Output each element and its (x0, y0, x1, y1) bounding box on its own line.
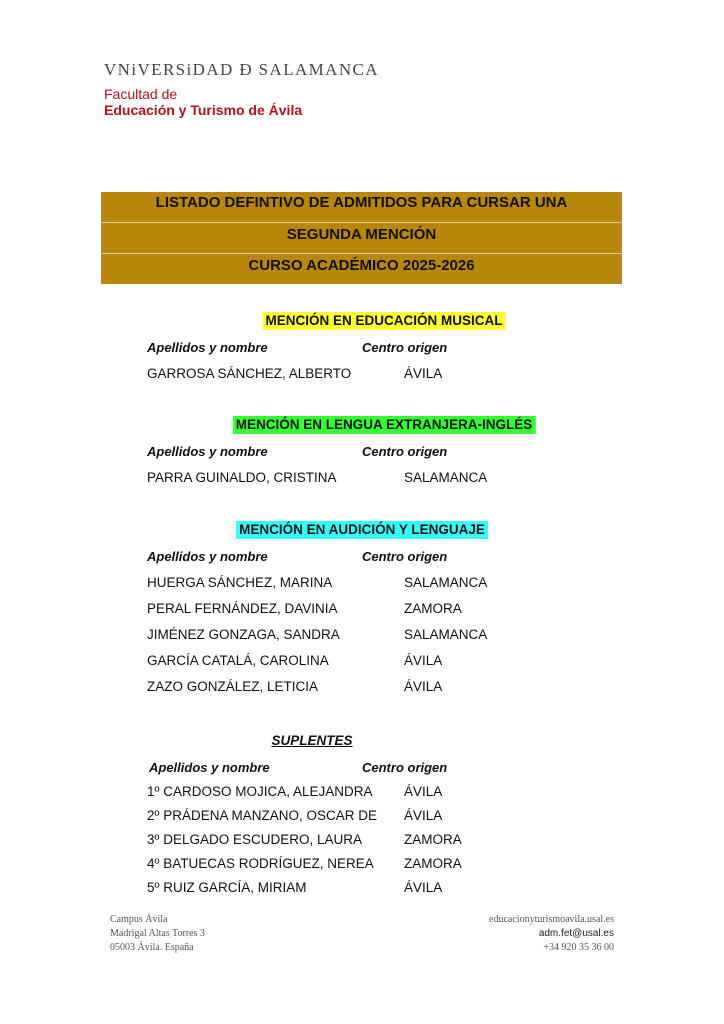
university-logo-text: VNiVERSiDAD Ð SALAMANCA (104, 60, 379, 79)
faculty-name-line2: Educación y Turismo de Ávila (104, 102, 303, 118)
list-item-origin: ÁVILA (404, 880, 443, 895)
title-divider (101, 222, 622, 223)
title-line-1: LISTADO DEFINTIVO DE ADMITIDOS PARA CURSAR UNA (155, 194, 568, 211)
list-item-origin: ÁVILA (404, 679, 443, 694)
footer-email-link[interactable]: adm.fet@usal.es (538, 928, 614, 939)
footer-phone: +34 920 35 36 00 (543, 942, 614, 953)
footer-address-line: 05003 Ávila. España (110, 942, 194, 953)
column-header-origin: Centro origen (362, 340, 448, 355)
list-item-name: PERAL FERNÁNDEZ, DAVINIA (147, 601, 338, 616)
section-heading-ingles: MENCIÓN EN LENGUA EXTRANJERA-INGLÉS (233, 416, 536, 434)
column-header-name: Apellidos y nombre (147, 549, 268, 564)
list-item-origin: SALAMANCA (404, 627, 488, 642)
column-header-origin: Centro origen (362, 760, 448, 775)
list-item-origin: ÁVILA (404, 366, 443, 381)
column-header-origin: Centro origen (362, 444, 448, 459)
list-item-origin: ZAMORA (404, 832, 462, 847)
footer-address-line: Campus Ávila (110, 914, 168, 925)
list-item-name: GARROSA SÁNCHEZ, ALBERTO (147, 366, 352, 381)
title-line-2: SEGUNDA MENCIÓN (286, 226, 437, 243)
list-item-origin: ÁVILA (404, 808, 443, 823)
list-item-name: HUERGA SÁNCHEZ, MARINA (147, 575, 333, 590)
section-heading-audicion: MENCIÓN EN AUDICIÓN Y LENGUAJE (236, 521, 488, 539)
title-divider (101, 253, 622, 254)
footer-address-line: Madrigal Altas Torres 3 (110, 928, 205, 939)
footer-website-link[interactable]: educacionyturismoavila.usal.es (489, 914, 614, 925)
column-header-origin: Centro origen (362, 549, 448, 564)
list-item-origin: ZAMORA (404, 601, 462, 616)
section-heading-musical: MENCIÓN EN EDUCACIÓN MUSICAL (262, 312, 505, 330)
list-item-origin: ÁVILA (404, 784, 443, 799)
list-item-name: 5º RUIZ GARCÍA, MIRIAM (147, 880, 307, 895)
list-item-name: 2º PRÁDENA MANZANO, OSCAR DE (147, 808, 377, 823)
list-item-name: 3º DELGADO ESCUDERO, LAURA (147, 832, 362, 847)
title-line-3: CURSO ACADÉMICO 2025-2026 (248, 257, 475, 274)
column-header-name: Apellidos y nombre (147, 444, 268, 459)
list-item-origin: ZAMORA (404, 856, 462, 871)
column-header-name: Apellidos y nombre (147, 340, 268, 355)
list-item-origin: SALAMANCA (404, 470, 488, 485)
list-item-name: JIMÉNEZ GONZAGA, SANDRA (147, 627, 340, 642)
list-item-name: 4º BATUECAS RODRÍGUEZ, NEREA (147, 856, 374, 871)
list-item-origin: ÁVILA (404, 653, 443, 668)
faculty-name-line1: Facultad de (104, 86, 178, 102)
list-item-name: 1º CARDOSO MOJICA, ALEJANDRA (147, 784, 373, 799)
list-item-name: GARCÍA CATALÁ, CAROLINA (147, 653, 329, 668)
list-item-name: ZAZO GONZÁLEZ, LETICIA (147, 679, 319, 694)
column-header-name: Apellidos y nombre (149, 760, 270, 775)
list-item-origin: SALAMANCA (404, 575, 488, 590)
list-item-name: PARRA GUINALDO, CRISTINA (147, 470, 337, 485)
suplentes-heading: SUPLENTES (271, 733, 353, 748)
